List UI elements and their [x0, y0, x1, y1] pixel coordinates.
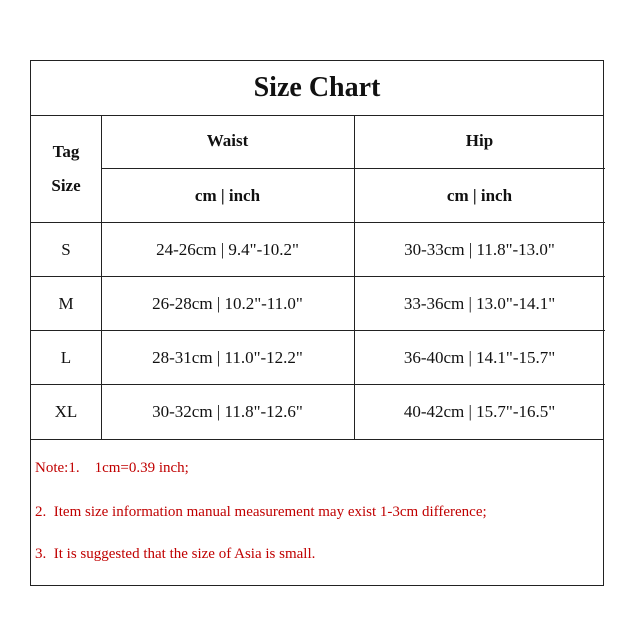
- row-divider: [101, 168, 605, 169]
- row-divider: [31, 222, 605, 223]
- tag-size-header: [31, 115, 101, 223]
- size-cell: M: [58, 294, 74, 313]
- row-divider: [31, 384, 605, 385]
- hip-units-header: cm | inch: [446, 186, 513, 205]
- hip-header: Hip: [465, 131, 494, 150]
- waist-cell: 30-32cm | 11.8"-12.6": [152, 402, 303, 421]
- waist-header: Waist: [206, 131, 249, 150]
- hip-cell: 36-40cm | 14.1"-15.7": [403, 348, 556, 367]
- waist-units-header: cm | inch: [194, 186, 261, 205]
- size-table: [31, 115, 603, 439]
- chart-title: Size Chart: [31, 61, 603, 116]
- size-cell: S: [61, 240, 71, 259]
- size-cell: L: [60, 348, 72, 367]
- size-label: Size: [51, 176, 81, 195]
- row-divider: [31, 330, 605, 331]
- size-cell: XL: [54, 402, 78, 421]
- hip-cell: 30-33cm | 11.8"-13.0": [404, 240, 555, 259]
- notes-section: [31, 439, 603, 587]
- note-1: Note:1. 1cm=0.39 inch;: [35, 460, 189, 476]
- row-divider: [31, 276, 605, 277]
- waist-cell: 26-28cm | 10.2"-11.0": [152, 294, 303, 313]
- hip-cell: 33-36cm | 13.0"-14.1": [403, 294, 556, 313]
- waist-cell: 24-26cm | 9.4"-10.2": [156, 240, 299, 259]
- size-chart: [30, 60, 604, 586]
- waist-cell: 28-31cm | 11.0"-12.2": [152, 348, 303, 367]
- note-3: 3. It is suggested that the size of Asia is small.: [35, 546, 316, 562]
- column-divider: [354, 115, 355, 439]
- note-2: 2. Item size information manual measurement may exist 1-3cm difference;: [35, 504, 487, 520]
- hip-cell: 40-42cm | 15.7"-16.5": [403, 402, 556, 421]
- tag-label: Tag: [52, 142, 80, 161]
- column-divider: [101, 115, 102, 439]
